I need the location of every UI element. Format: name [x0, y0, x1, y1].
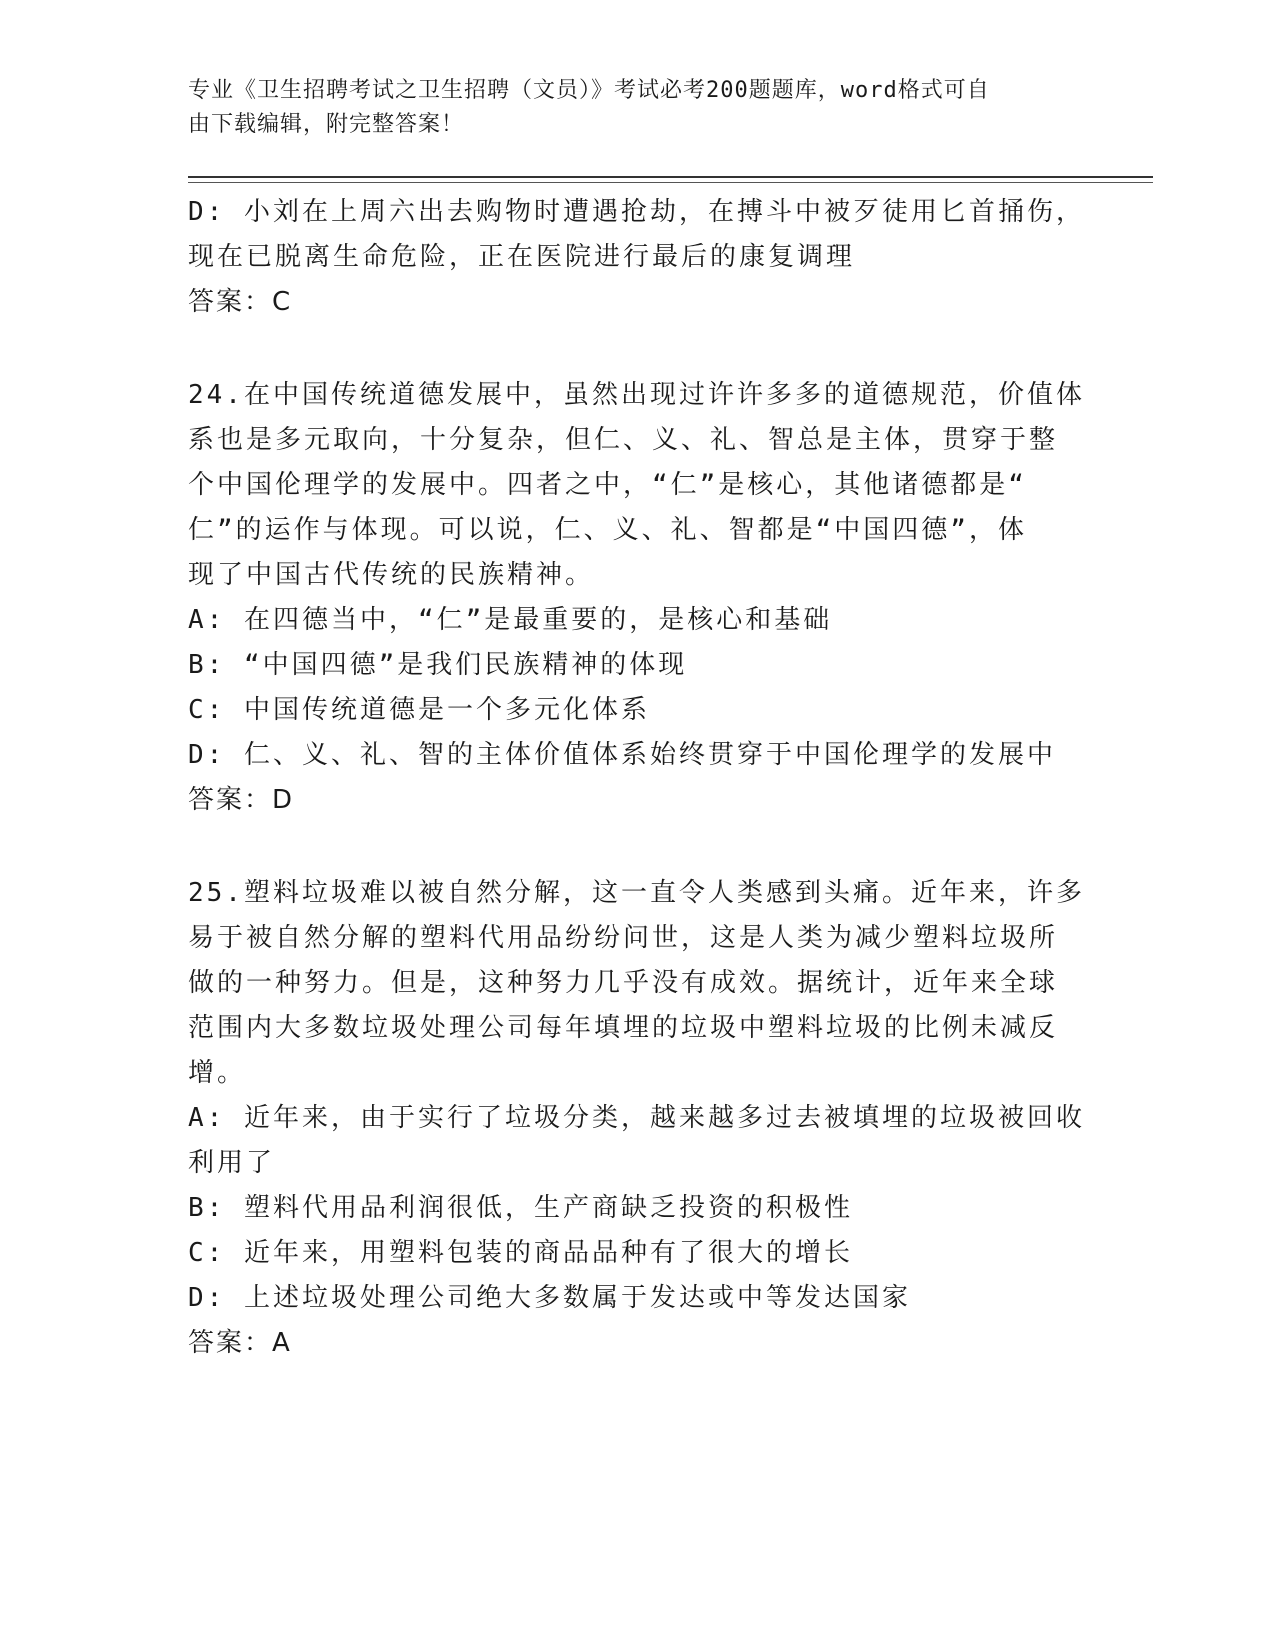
question-stem-line: 易于被自然分解的塑料代用品纷纷问世，这是人类为减少塑料垃圾所 [188, 923, 1059, 953]
question-stem-line: 范围内大多数垃圾处理公司每年填埋的垃圾中塑料垃圾的比例未减反 [188, 1013, 1059, 1043]
question-stem-line: 系也是多元取向，十分复杂，但仁、义、礼、智总是主体，贯穿于整 [188, 425, 1059, 455]
option-d: D: 小刘在上周六出去购物时遭遇抢劫，在搏斗中被歹徒用匕首捅伤， [188, 197, 1085, 227]
question-stem-line: 增。 [188, 1058, 247, 1088]
option-c: C: 近年来，用塑料包装的商品品种有了很大的增长 [188, 1238, 853, 1268]
question-stem-line: 个中国伦理学的发展中。四者之中，“仁”是核心，其他诸德都是“ [188, 470, 1027, 500]
option-a: A: 在四德当中，“仁”是最重要的，是核心和基础 [188, 605, 833, 635]
question-stem-line: 25.塑料垃圾难以被自然分解，这一直令人类感到头痛。近年来，许多 [188, 878, 1085, 908]
option-d: D: 上述垃圾处理公司绝大多数属于发达或中等发达国家 [188, 1283, 911, 1313]
header-line-2: 由下载编辑，附完整答案！ [188, 112, 465, 137]
answer: 答案：D [188, 785, 295, 815]
option-b: B: 塑料代用品利润很低，生产商缺乏投资的积极性 [188, 1193, 853, 1223]
header-line-1: 专业《卫生招聘考试之卫生招聘（文员）》考试必考200题题库，word格式可自 [188, 78, 990, 103]
option-b: B: “中国四德”是我们民族精神的体现 [188, 650, 688, 680]
option-d: D: 仁、义、礼、智的主体价值体系始终贯穿于中国伦理学的发展中 [188, 740, 1056, 770]
question-stem-line: 仁”的运作与体现。可以说，仁、义、礼、智都是“中国四德”，体 [188, 515, 1027, 545]
question-stem-line: 做的一种努力。但是，这种努力几乎没有成效。据统计，近年来全球 [188, 968, 1059, 998]
document-body [188, 190, 1085, 1366]
answer: 答案：C [188, 287, 293, 317]
answer: 答案：A [188, 1328, 292, 1358]
header-divider-thin [188, 182, 1153, 183]
spacer [188, 325, 1068, 373]
question-23 [188, 190, 1085, 325]
question-25 [188, 871, 1085, 1366]
document-header [188, 74, 1068, 142]
question-24 [188, 373, 1085, 823]
option-d-continued: 现在已脱离生命危险，正在医院进行最后的康复调理 [188, 242, 856, 272]
option-a: A: 近年来，由于实行了垃圾分类，越来越多过去被填埋的垃圾被回收 [188, 1103, 1085, 1133]
header-divider [188, 176, 1153, 178]
option-a-continued: 利用了 [188, 1148, 276, 1178]
question-stem-line: 24.在中国传统道德发展中，虽然出现过许许多多的道德规范，价值体 [188, 380, 1085, 410]
question-stem-line: 现了中国古代传统的民族精神。 [188, 560, 595, 590]
spacer [188, 823, 1068, 871]
option-c: C: 中国传统道德是一个多元化体系 [188, 695, 650, 725]
